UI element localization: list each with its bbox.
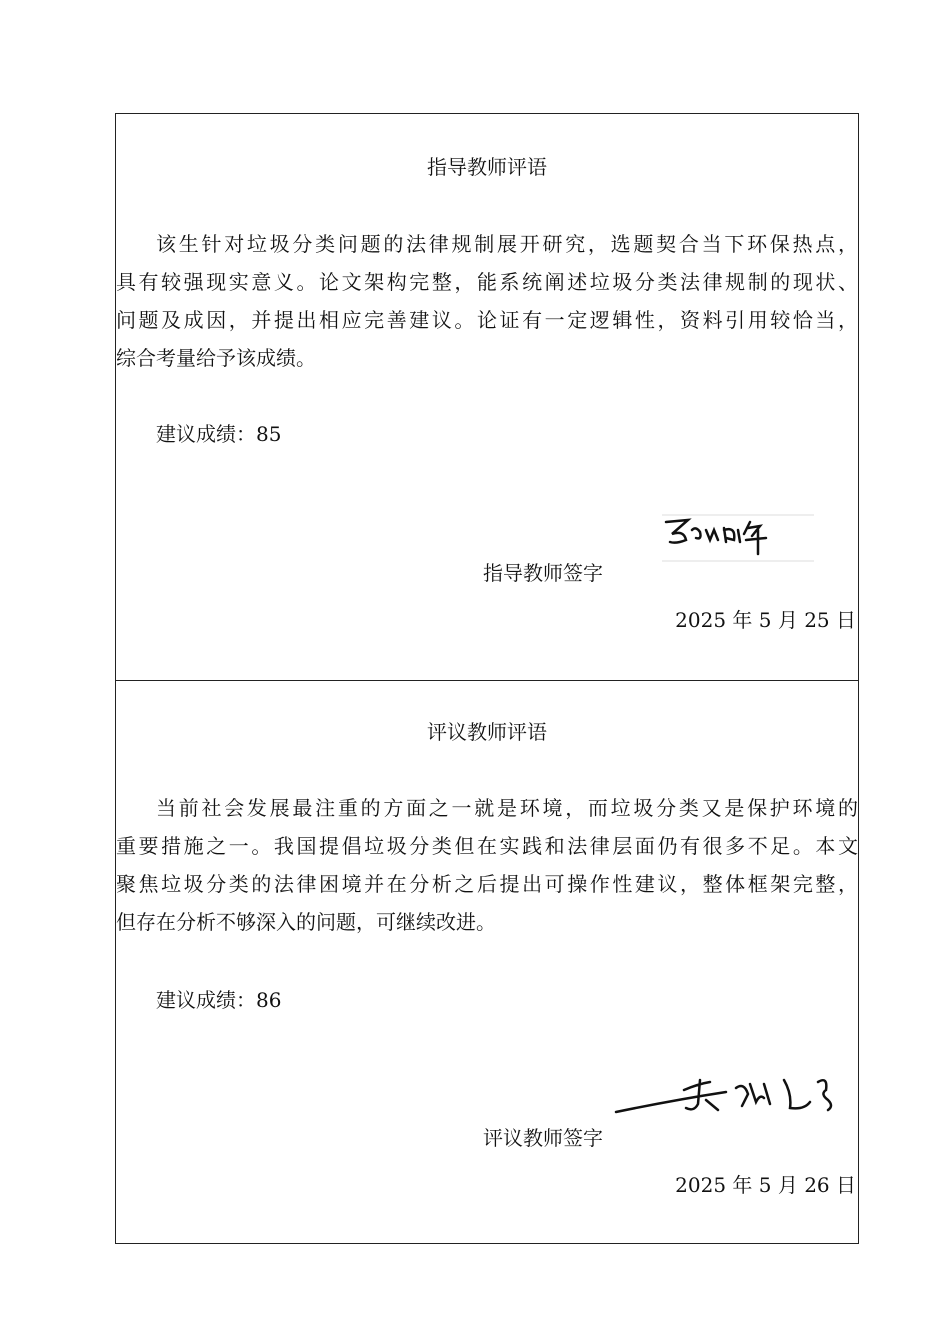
evaluation-form [115, 113, 859, 1244]
advisor-signature-image [662, 512, 814, 564]
advisor-section-title: 指导教师评语 [427, 155, 547, 179]
advisor-comment-line: 综合考量给予该成绩。 [116, 346, 316, 370]
reviewer-signature-label: 评议教师签字 [483, 1126, 603, 1150]
reviewer-section-title: 评议教师评语 [427, 720, 547, 744]
reviewer-comment-line: 但存在分析不够深入的问题，可继续改进。 [116, 910, 496, 934]
reviewer-comment-line: 聚焦垃圾分类的法律困境并在分析之后提出可操作性建议，整体框架完整， [116, 872, 858, 896]
reviewer-date: 2025 年 5 月 26 日 [675, 1173, 856, 1197]
advisor-comment-line: 该生针对垃圾分类问题的法律规制展开研究，选题契合当下环保热点， [156, 232, 858, 256]
advisor-grade: 建议成绩：85 [156, 422, 282, 446]
advisor-signature-label: 指导教师签字 [483, 561, 603, 585]
reviewer-signature-image [614, 1064, 860, 1128]
advisor-comment-line: 具有较强现实意义。论文架构完整，能系统阐述垃圾分类法律规制的现状、 [116, 270, 858, 294]
advisor-comment-line: 问题及成因，并提出相应完善建议。论证有一定逻辑性，资料引用较恰当， [116, 308, 858, 332]
reviewer-grade: 建议成绩：86 [156, 988, 282, 1012]
reviewer-comment-line: 当前社会发展最注重的方面之一就是环境，而垃圾分类又是保护环境的 [156, 796, 858, 820]
advisor-date: 2025 年 5 月 25 日 [675, 608, 856, 632]
section-divider [116, 680, 858, 681]
reviewer-comment-line: 重要措施之一。我国提倡垃圾分类但在实践和法律层面仍有很多不足。本文 [116, 834, 858, 858]
